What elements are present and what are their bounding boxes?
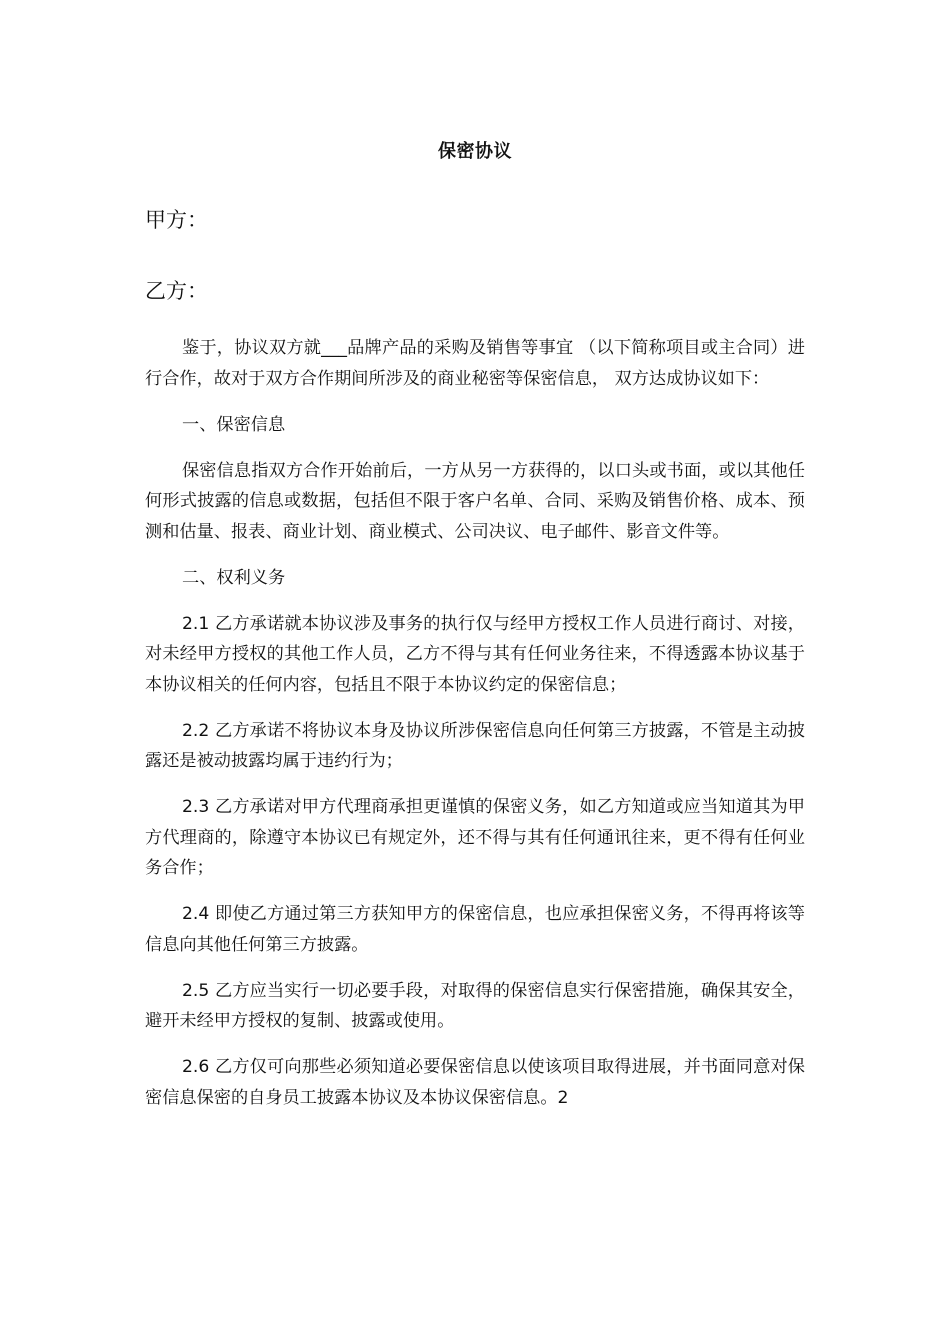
section-heading-confidential-info: 一、保密信息 [182,414,286,435]
clause-2-2: 2.2 乙方承诺不将协议本身及协议所涉保密信息向任何第三方披露，不管是主动披露还是被动披露均属于违约行为； [145,720,805,771]
document-title: 保密协议 [438,141,512,162]
clause-2-4: 2.4 即使乙方通过第三方获知甲方的保密信息，也应承担保密义务，不得再将该等信息向其他任何第三方披露。 [145,904,805,955]
clause-2-6: 2.6 乙方仅可向那些必须知道必要保密信息以使该项目取得进展，并书面同意对保密信息保密的自身员工披露本协议及本协议保密信息。2 [145,1057,805,1108]
party-b-label: 乙方： [145,279,208,303]
clause-2-1: 2.1 乙方承诺就本协议涉及事务的执行仅与经甲方授权工作人员进行商讨、对接，对未经甲方授权的其他工作人员，乙方不得与其有任何业务往来，不得透露本协议基于本协议相关的任何内容，包括且不限于本协议约定的保密信息； [145,613,805,695]
intro-paragraph: 鉴于，协议双方就___品牌产品的采购及销售等事宜 （以下简称项目或主合同）进行合作，故对于双方合作期间所涉及的商业秘密等保密信息， 双方达成协议如下： [145,338,805,389]
document-body [145,333,805,1129]
party-a-label: 甲方： [145,208,208,232]
section-heading-rights-obligations: 二、权利义务 [182,567,286,588]
clause-2-5: 2.5 乙方应当实行一切必要手段，对取得的保密信息实行保密措施，确保其安全，避开未经甲方授权的复制、披露或使用。 [145,980,805,1031]
clause-2-3: 2.3 乙方承诺对甲方代理商承担更谨慎的保密义务，如乙方知道或应当知道其为甲方代理商的，除遵守本协议已有规定外，还不得与其有任何通讯往来，更不得有任何业务合作； [145,797,805,878]
confidential-info-paragraph: 保密信息指双方合作开始前后，一方从另一方获得的，以口头或书面，或以其他任何形式披露的信息或数据，包括但不限于客户名单、合同、采购及销售价格、成本、预测和估量、报表、商业计划、商业模式、公司决议、电子邮件、影音文件等。 [145,460,805,542]
